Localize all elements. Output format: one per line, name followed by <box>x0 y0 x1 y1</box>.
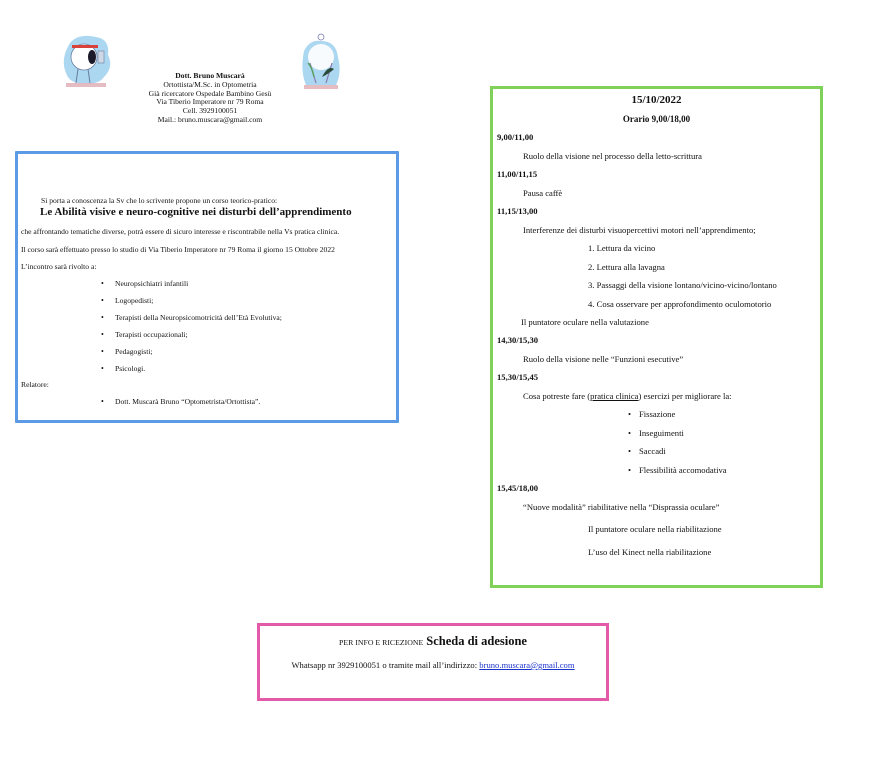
slot-time: 11,00/11,15 <box>497 169 538 179</box>
slot-time: 9,00/11,00 <box>497 132 534 142</box>
letterhead-line: Cell. 3929100051 <box>182 106 238 116</box>
numbered-item: 4. Cosa osservare per approfondimento oculomotorio <box>588 299 772 309</box>
bullet-icon: • <box>628 428 632 438</box>
slot-time: 15,45/18,00 <box>497 483 539 493</box>
audience-item: • Pedagogisti; <box>101 347 153 356</box>
bullet-icon: • <box>101 364 104 373</box>
numbered-item: 3. Passaggi della visione lontano/vicino-vicino/lontano <box>588 280 777 290</box>
letterhead <box>120 72 300 125</box>
bullet-icon: • <box>628 465 632 475</box>
bullet-icon: • <box>101 347 104 356</box>
intro-line: che affrontando tematiche diverse, potrà essere di sicuro interesse e riscontrabile nella Vs pratica clinica. <box>21 227 340 236</box>
schedule-date: 15/10/2022 <box>631 94 682 106</box>
schedule-hours: Orario 9,00/18,00 <box>622 114 691 124</box>
intro-line: Il corso sarà effettuato presso lo studio di Via Tiberio Imperatore nr 79 Roma il giorno 15 Ottobre 2022 <box>21 245 335 254</box>
slot-text: Ruolo della visione nelle “Funzioni esecutive” <box>523 354 684 364</box>
contact-heading <box>260 632 606 650</box>
slot-time: 11,15/13,00 <box>497 206 538 216</box>
contact-line: Whatsapp nr 3929100051 o tramite mail all’indirizzo: bruno.muscara@gmail.com <box>291 660 575 670</box>
slot-note: Il puntatore oculare nella valutazione <box>521 317 649 327</box>
audience-item: • Logopedisti; <box>101 296 154 305</box>
plant-logo <box>296 33 346 95</box>
audience-item: • Terapisti della Neuropsicomotricità dell’Età Evolutiva; <box>101 313 282 322</box>
letterhead-line: Via Tiberio Imperatore nr 79 Roma <box>156 97 264 107</box>
bullet-icon: • <box>101 279 104 288</box>
exercise-item: • Flessibilità accomodativa <box>628 465 727 475</box>
slot-subtext: L’uso del Kinect nella riabilitazione <box>588 547 712 557</box>
schedule-box <box>490 86 823 588</box>
exercise-item: • Inseguimenti <box>628 428 684 438</box>
bullet-icon: • <box>101 397 104 406</box>
numbered-item: 2. Lettura alla lavagna <box>588 262 665 272</box>
intro-text: Si porta a conoscenza la Sv che lo scrivente propone un corso teorico-pratico: <box>41 196 278 205</box>
exercise-item: • Saccadi <box>628 446 666 456</box>
bullet-icon: • <box>628 409 632 419</box>
slot-text: Interferenze dei disturbi visuopercettivi motori nell’apprendimento; <box>523 225 756 235</box>
eye-character-logo <box>58 33 128 95</box>
registration-form-title: Scheda di adesione <box>426 634 527 648</box>
slot-time: 15,30/15,45 <box>497 372 539 382</box>
exercise-item: • Fissazione <box>628 409 676 419</box>
slot-time: 14,30/15,30 <box>497 335 539 345</box>
contact-box <box>257 623 609 701</box>
audience-item: • Terapisti occupazionali; <box>101 330 188 339</box>
letterhead-line: Mail.: bruno.muscara@gmail.com <box>157 114 263 124</box>
bullet-icon: • <box>101 296 104 305</box>
doctor-name: Dott. Bruno Muscarà <box>175 71 245 80</box>
bullet-icon: • <box>101 330 104 339</box>
slot-text: “Nuove modalità” riabilitative nella “Disprassia oculare” <box>523 502 720 512</box>
speaker-label: Relatore: <box>21 380 49 389</box>
info-label: PER INFO E RICEZIONE <box>339 638 424 647</box>
slot-text: Ruolo della visione nel processo della letto-scrittura <box>523 151 702 161</box>
bullet-icon: • <box>628 446 632 456</box>
bullet-icon: • <box>101 313 104 322</box>
slot-text: Cosa potreste fare (pratica clinica) esercizi per migliorare la: <box>523 391 732 401</box>
speaker-item: • Dott. Muscarà Bruno “Optometrista/Ortottista”. <box>101 397 261 406</box>
course-intro-box <box>15 151 399 423</box>
numbered-item: 1. Lettura da vicino <box>588 243 656 253</box>
slot-subtext: Il puntatore oculare nella riabilitazione <box>588 524 722 534</box>
audience-item: • Neuropsichiatri infantili <box>101 279 189 288</box>
letterhead-line: Già ricercatore Ospedale Bambino Gesù <box>148 88 272 98</box>
audience-item: • Psicologi. <box>101 364 146 373</box>
slot-text: Pausa caffè <box>523 188 563 198</box>
email-link[interactable]: bruno.muscara@gmail.com <box>479 660 575 670</box>
audience-label: L’incontro sarà rivolto a: <box>21 262 97 271</box>
course-title: Le Abilità visive e neuro-cognitive nei disturbi dell’apprendimento <box>40 206 352 218</box>
underlined-text: pratica clinica <box>590 391 639 401</box>
letterhead-line: Ortottista/M.Sc. in Optometria <box>163 79 257 89</box>
